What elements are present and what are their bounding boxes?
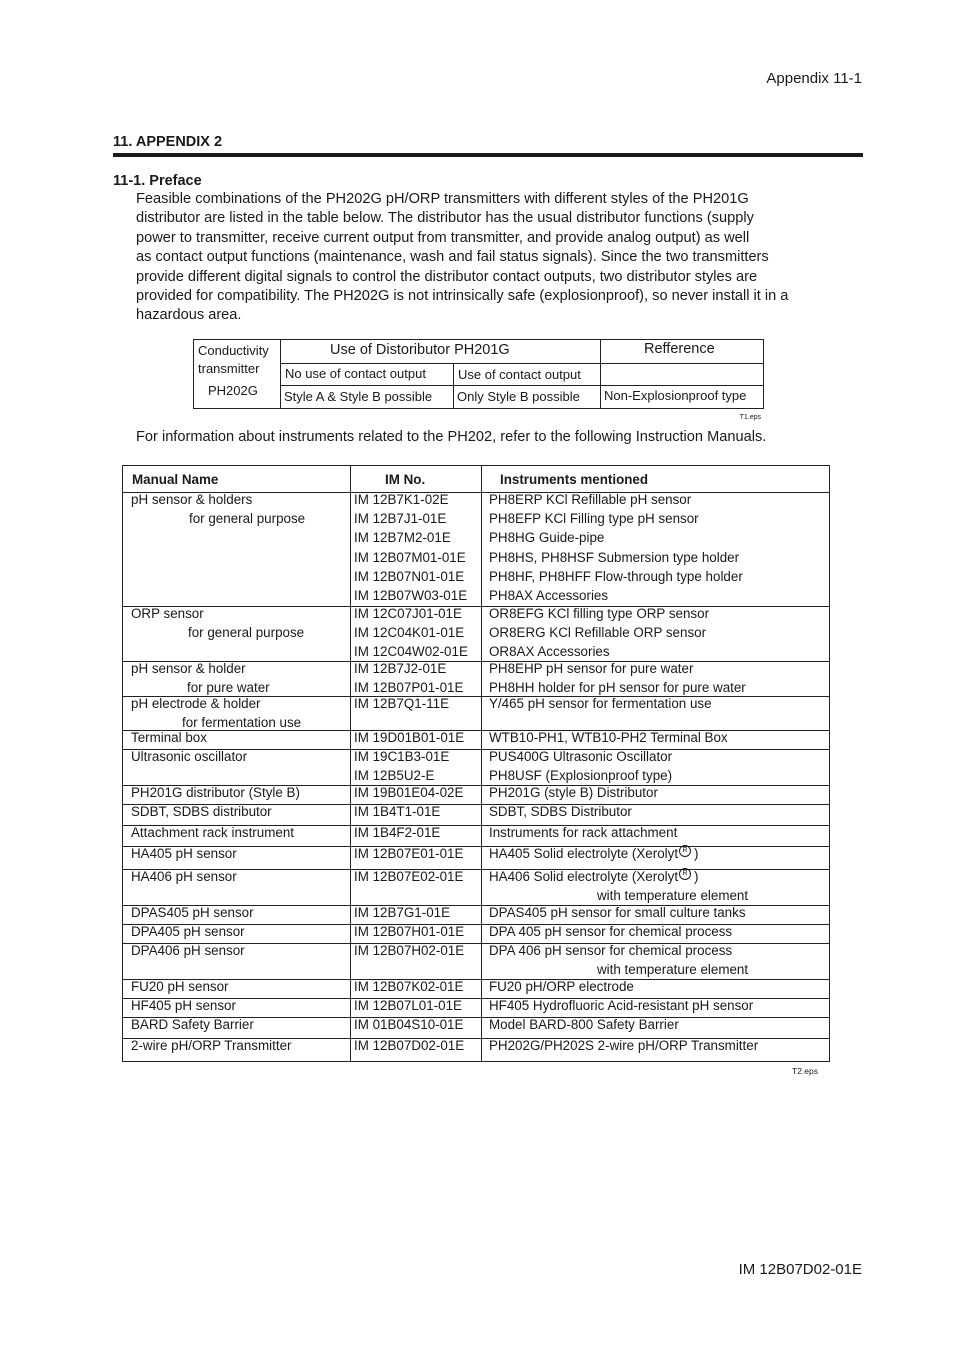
cell-text: PUS400G Ultrasonic Oscillator <box>489 749 673 764</box>
cell-text: IM 12B7G1-01E <box>354 905 451 920</box>
cell-text: PH8EHP pH sensor for pure water <box>489 661 694 676</box>
instrument-mentioned <box>489 695 712 714</box>
im-number <box>354 784 463 803</box>
title-rule <box>113 153 863 157</box>
cell-text: FU20 pH sensor <box>131 979 229 994</box>
im-number <box>354 510 446 529</box>
column-divider <box>481 466 482 1061</box>
manual-name <box>131 605 204 624</box>
manual-name <box>189 510 305 529</box>
instrument-mentioned <box>489 845 699 864</box>
paragraph-line: as contact output functions (maintenance, wash and fail status signals). Since the two transmitters <box>136 249 769 266</box>
paragraph-line: provided for compatibility. The PH202G is not intrinsically safe (explosionproof), so never install it in a <box>136 288 789 305</box>
col2-value: Only Style B possible <box>457 389 580 404</box>
manual-name <box>131 978 229 997</box>
instrument-mentioned <box>489 803 632 822</box>
cell-text: IM 19C1B3-01E <box>354 749 450 764</box>
col2-subheader: Use of contact output <box>458 367 581 382</box>
cell-text: with temperature element <box>597 888 749 903</box>
cell-text: IM 12B07H02-01E <box>354 943 465 958</box>
im-number <box>354 491 449 510</box>
instrument-mentioned <box>489 784 658 803</box>
cell-text: IM 12B07K02-01E <box>354 979 464 994</box>
cell-text: PH201G distributor (Style B) <box>131 785 300 800</box>
cell-text: IM 12C04K01-01E <box>354 625 465 640</box>
cell-text: IM 01B04S10-01E <box>354 1017 464 1032</box>
cell-text: HF405 Hydrofluoric Acid-resistant pH sensor <box>489 998 754 1013</box>
table-divider <box>280 340 281 408</box>
cell-text: HF405 pH sensor <box>131 998 236 1013</box>
document-id: IM 12B07D02-01E <box>738 1261 862 1278</box>
cell-text: IM 12B07D02-01E <box>354 1038 465 1053</box>
cell-text: PH8HG Guide-pipe <box>489 530 605 546</box>
registered-trademark-icon: R <box>679 868 691 880</box>
instrument-mentioned <box>489 978 634 997</box>
im-number <box>354 568 464 587</box>
cell-text: IM 12B07N01-01E <box>354 568 465 584</box>
table-divider <box>600 340 601 408</box>
cell-text: Terminal box <box>131 730 207 745</box>
cell-text: HA405 pH sensor <box>131 846 237 861</box>
cell-text: OR8ERG KCl Refillable ORP sensor <box>489 625 707 640</box>
im-number <box>354 643 468 662</box>
cell-text: DPA 406 pH sensor for chemical process <box>489 943 733 958</box>
cell-text: IM 12B07E01-01E <box>354 846 464 861</box>
cell-text: IM 12B07H01-01E <box>354 924 465 939</box>
table-divider <box>280 385 763 386</box>
cell-text: IM 12B7J2-01E <box>354 661 447 676</box>
cell-text: BARD Safety Barrier <box>131 1017 254 1032</box>
im-number <box>354 587 467 606</box>
row-header-line: Conductivity <box>198 343 269 358</box>
instrument-mentioned <box>489 660 693 679</box>
cell-text: PH8HS, PH8HSF Submersion type holder <box>489 549 740 565</box>
paragraph-line: hazardous area. <box>136 307 242 324</box>
manual-name <box>131 803 272 822</box>
manual-name <box>131 1037 291 1056</box>
im-number <box>354 978 463 997</box>
cell-text: IM 12B5U2-E <box>354 768 435 783</box>
im-number <box>354 624 464 643</box>
im-number <box>354 1037 464 1056</box>
manual-name <box>131 824 294 843</box>
cell-text: for fermentation use <box>182 715 302 730</box>
table-divider <box>280 363 763 364</box>
im-number <box>354 904 450 923</box>
im-number <box>354 767 434 786</box>
subsection-title: 11-1. Preface <box>113 173 202 189</box>
cell-text: pH sensor & holder <box>131 661 246 676</box>
cell-text: IM 12B07L01-01E <box>354 998 462 1013</box>
cell-text: IM 12B7K1-02E <box>354 492 449 507</box>
cell-text: IM 12B07E02-01E <box>354 869 464 884</box>
instrument-mentioned <box>489 549 739 568</box>
cell-text: for general purpose <box>188 625 305 640</box>
reference-value: Non-Explosionproof type <box>604 388 747 403</box>
column-header: IM No. <box>385 472 426 487</box>
col1-subheader: No use of contact output <box>285 366 426 381</box>
cell-text: IM 12B07W03-01E <box>354 588 468 603</box>
manual-name <box>131 868 237 887</box>
cell-text: IM 12B7Q1-11E <box>354 696 450 711</box>
instrument-mentioned <box>489 942 732 961</box>
cell-text: PH8ERP KCl Refillable pH sensor <box>489 492 692 507</box>
instrument-mentioned <box>489 587 608 606</box>
im-number <box>354 997 462 1016</box>
cell-text: OR8EFG KCl filling type ORP sensor <box>489 606 710 621</box>
manual-name <box>131 660 246 679</box>
instrument-mentioned <box>489 767 672 786</box>
paragraph-line: distributor are listed in the table below. The distributor has the usual distributor functions (supply <box>136 210 754 227</box>
cell-text: for general purpose <box>189 511 306 526</box>
manual-name <box>131 784 300 803</box>
manual-name <box>131 695 261 714</box>
im-number <box>354 942 464 961</box>
instrument-mentioned <box>489 729 728 748</box>
col1-value: Style A & Style B possible <box>284 389 433 404</box>
cell-text: DPAS405 pH sensor for small culture tanks <box>489 905 746 920</box>
im-number <box>354 729 464 748</box>
cell-text: OR8AX Accessories <box>489 644 610 659</box>
im-number <box>354 803 440 822</box>
paragraph-line: Feasible combinations of the PH202G pH/ORP transmitters with different styles of the PH201G <box>136 191 749 207</box>
cell-text: pH sensor & holders <box>131 492 253 507</box>
instrument-mentioned <box>489 1037 758 1056</box>
instruction-manuals-table <box>122 465 830 1062</box>
paragraph-line: provide different digital signals to control the distributor contact outputs, two distributor styles are <box>136 268 758 285</box>
instrument-mentioned <box>489 624 706 643</box>
instrument-mentioned <box>489 923 732 942</box>
cell-text: SDBT, SDBS Distributor <box>489 804 632 819</box>
row-header-line: PH202G <box>208 383 258 398</box>
cell-text: IM 19D01B01-01E <box>354 730 465 745</box>
cell-text: IM 12C04W02-01E <box>354 644 468 659</box>
instrument-mentioned <box>489 997 753 1016</box>
manual-name <box>131 491 252 510</box>
column-header: Instruments mentioned <box>500 472 649 487</box>
section-title: 11. APPENDIX 2 <box>113 134 223 150</box>
column-divider <box>350 466 351 1061</box>
instrument-mentioned <box>489 568 743 587</box>
instrument-mentioned <box>597 961 748 980</box>
instrument-mentioned <box>489 1016 679 1035</box>
manual-name <box>131 748 247 767</box>
cell-text-suffix: ) <box>694 846 699 861</box>
cell-text: Instruments for rack attachment <box>489 825 678 840</box>
im-number <box>354 923 464 942</box>
cell-text: PH201G (style B) Distributor <box>489 785 658 800</box>
group-header: Use of Distoributor PH201G <box>330 342 510 358</box>
manual-name <box>131 942 245 961</box>
cell-text: pH electrode & holder <box>131 696 261 711</box>
cell-text: for pure water <box>187 680 270 695</box>
cell-text: PH8EFP KCl Filling type pH sensor <box>489 511 699 527</box>
cell-text: FU20 pH/ORP electrode <box>489 979 634 994</box>
instrument-mentioned <box>489 824 677 843</box>
instrument-mentioned <box>489 868 699 887</box>
distributor-combination-table <box>193 339 764 409</box>
im-number <box>354 1016 463 1035</box>
manual-name <box>131 923 245 942</box>
im-number <box>354 824 440 843</box>
instrument-mentioned <box>489 605 709 624</box>
file-reference: T1.eps <box>739 414 761 421</box>
manual-name <box>131 904 254 923</box>
cell-text: IM 1B4T1-01E <box>354 804 441 819</box>
cell-text: PH8AX Accessories <box>489 588 609 603</box>
file-reference: T2.eps <box>792 1066 818 1076</box>
cell-text: IM 12B7J1-01E <box>354 511 447 527</box>
im-number <box>354 868 463 887</box>
page-label: Appendix 11-1 <box>766 70 862 87</box>
instrument-mentioned <box>489 748 672 767</box>
cell-text: Ultrasonic oscillator <box>131 749 248 764</box>
cell-text: PH8USF (Explosionproof type) <box>489 768 673 783</box>
instrument-mentioned <box>489 510 699 529</box>
cell-text: HA406 pH sensor <box>131 869 237 884</box>
cell-text: DPA406 pH sensor <box>131 943 245 958</box>
cell-text: IM 12B7M2-01E <box>354 530 451 546</box>
im-number <box>354 748 449 767</box>
cell-text: DPAS405 pH sensor <box>131 905 254 920</box>
cell-text: 2-wire pH/ORP Transmitter <box>131 1038 292 1053</box>
cell-text: with temperature element <box>597 962 749 977</box>
manual-name <box>131 729 207 748</box>
im-number <box>354 529 451 548</box>
cell-text: Y/465 pH sensor for fermentation use <box>489 696 712 711</box>
manual-name <box>131 845 237 864</box>
cell-text: WTB10-PH1, WTB10-PH2 Terminal Box <box>489 730 728 745</box>
manual-name <box>131 1016 254 1035</box>
preface-paragraph <box>136 190 866 326</box>
cell-text: PH202G/PH202S 2-wire pH/ORP Transmitter <box>489 1038 759 1053</box>
column-header: Manual Name <box>132 472 219 487</box>
cell-text: IM 12B07P01-01E <box>354 680 464 695</box>
cell-text: DPA 405 pH sensor for chemical process <box>489 924 733 939</box>
cell-text: PH8HH holder for pH sensor for pure water <box>489 680 746 695</box>
cell-text: IM 1B4F2-01E <box>354 825 441 840</box>
cell-text: HA405 Solid electrolyte (Xerolyt <box>489 846 679 861</box>
instrument-mentioned <box>489 904 746 923</box>
cell-text: SDBT, SDBS distributor <box>131 804 272 819</box>
cell-text-suffix: ) <box>694 869 699 884</box>
info-text: For information about instruments related to the PH202, refer to the following Instruction Manuals. <box>136 429 767 445</box>
row-divider <box>123 606 829 607</box>
manual-name <box>131 997 236 1016</box>
cell-text: IM 12B07M01-01E <box>354 549 466 565</box>
cell-text: DPA405 pH sensor <box>131 924 245 939</box>
cell-text: PH8HF, PH8HFF Flow-through type holder <box>489 568 743 584</box>
cell-text: Model BARD-800 Safety Barrier <box>489 1017 679 1032</box>
im-number <box>354 660 446 679</box>
instrument-mentioned <box>489 491 691 510</box>
reference-header: Refference <box>644 341 715 357</box>
im-number <box>354 845 463 864</box>
manual-name <box>188 624 304 643</box>
cell-text: ORP sensor <box>131 606 204 621</box>
im-number <box>354 695 449 714</box>
cell-text: IM 12C07J01-01E <box>354 606 462 621</box>
im-number <box>354 605 462 624</box>
cell-text: HA406 Solid electrolyte (Xerolyt <box>489 869 679 884</box>
paragraph-line: power to transmitter, receive current output from transmitter, and provide analog output) as well <box>136 229 750 246</box>
instrument-mentioned <box>489 643 610 662</box>
row-header-line: transmitter <box>198 361 260 376</box>
im-number <box>354 549 466 568</box>
cell-text: Attachment rack instrument <box>131 825 294 840</box>
cell-text: IM 19B01E04-02E <box>354 785 464 800</box>
instrument-mentioned <box>597 887 748 906</box>
registered-trademark-icon: R <box>679 845 691 857</box>
instrument-mentioned <box>489 529 604 548</box>
